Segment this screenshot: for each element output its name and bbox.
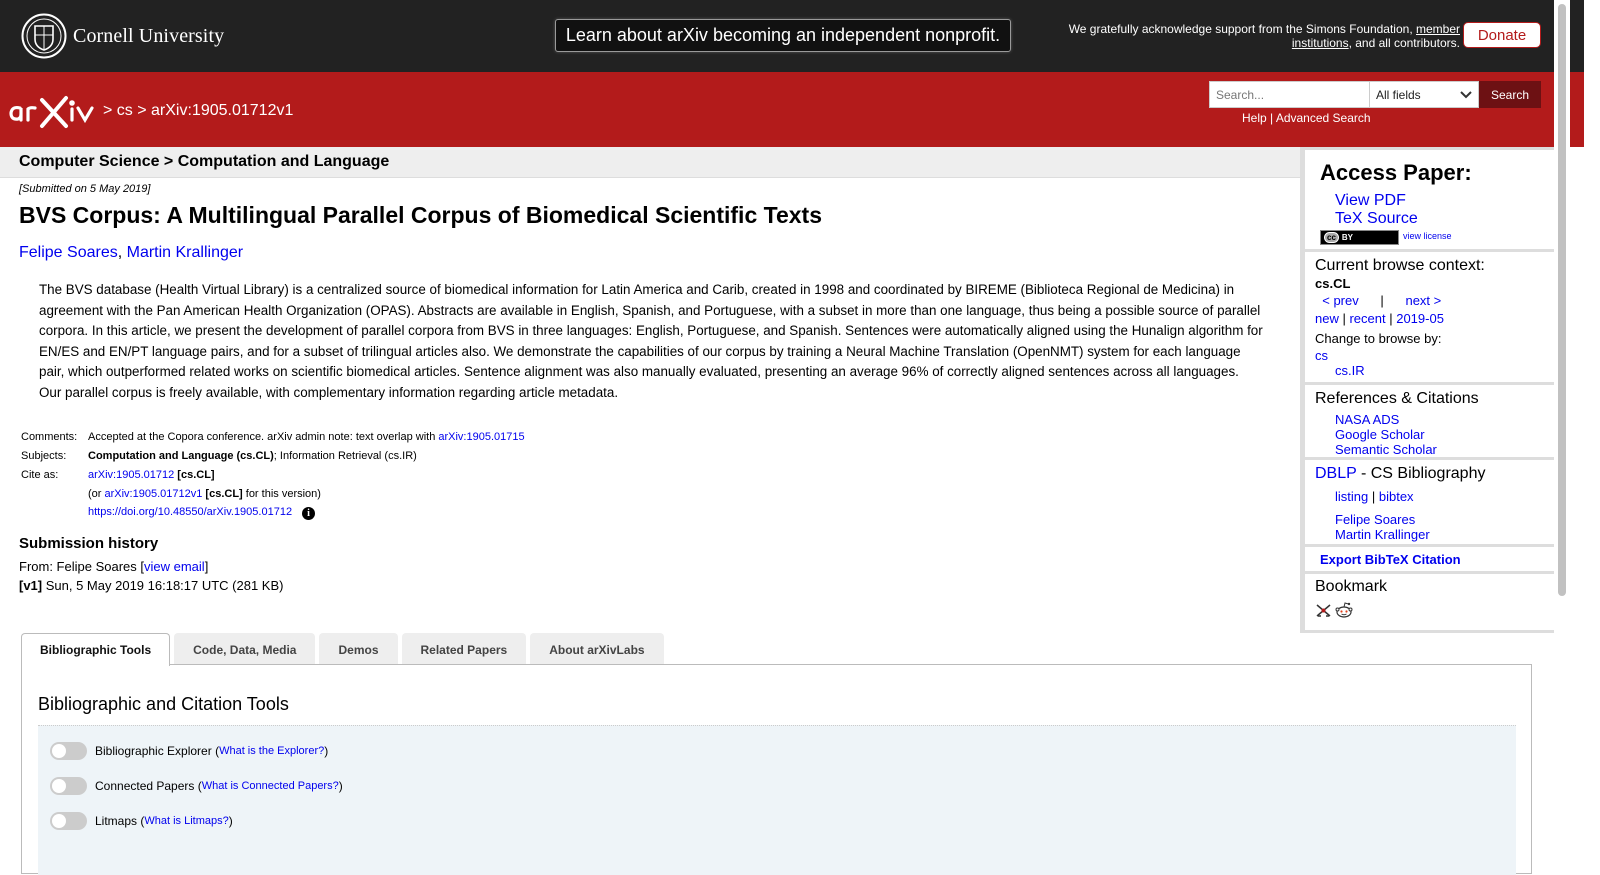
cite-row bbox=[19, 465, 527, 484]
cite-label: Cite as: bbox=[21, 468, 59, 481]
overlap-paper-link[interactable]: arXiv:1905.01715 bbox=[438, 430, 525, 443]
cite-version-suffix: for this version) bbox=[242, 487, 321, 500]
browse-context-box bbox=[1305, 252, 1554, 382]
view-license-link[interactable]: view license bbox=[1403, 231, 1452, 241]
tool-row-connected-papers: Connected Papers ( What is Connected Papers? ) bbox=[50, 777, 343, 795]
prev-link[interactable]: < prev bbox=[1322, 293, 1359, 308]
toggle-knob bbox=[52, 814, 66, 828]
submitter-suffix: ] bbox=[204, 559, 209, 574]
dblp-author-link[interactable]: Martin Krallinger bbox=[1335, 527, 1430, 542]
nasa-ads-link[interactable]: NASA ADS bbox=[1335, 412, 1400, 427]
bookmark-box bbox=[1305, 574, 1554, 630]
cite-version-value bbox=[86, 484, 527, 503]
what-is-litmaps-link[interactable]: What is Litmaps? bbox=[144, 815, 229, 827]
export-bibtex-link[interactable]: Export BibTeX Citation bbox=[1320, 552, 1461, 567]
subjects-label: Subjects: bbox=[21, 449, 67, 462]
author-sep: , bbox=[117, 244, 127, 261]
version-date: Sun, 5 May 2019 16:18:17 UTC (281 KB) bbox=[42, 578, 284, 593]
doi-value bbox=[86, 503, 527, 522]
help-links bbox=[1242, 111, 1371, 125]
institutions-link[interactable]: institutions bbox=[1291, 36, 1349, 50]
comments-row bbox=[19, 427, 527, 446]
tool-row-litmaps: Litmaps ( What is Litmaps? ) bbox=[50, 812, 233, 830]
next-link[interactable]: next > bbox=[1405, 293, 1442, 308]
dblp-link[interactable]: DBLP bbox=[1315, 465, 1357, 482]
toggle-knob bbox=[52, 744, 66, 758]
labs-tab-bar bbox=[21, 633, 668, 665]
tab-bibliographic-tools[interactable]: Bibliographic Tools bbox=[21, 633, 170, 666]
breadcrumb-cs-link[interactable]: cs bbox=[116, 102, 133, 119]
google-scholar-link[interactable]: Google Scholar bbox=[1335, 427, 1425, 442]
listing-sep: | bbox=[1385, 311, 1397, 326]
breadcrumb-paper-id: arXiv:1905.01712v1 bbox=[151, 102, 294, 119]
listing-nav bbox=[1315, 311, 1444, 326]
references-heading: References & Citations bbox=[1315, 390, 1479, 407]
cite-version-cat: [cs.CL] bbox=[202, 487, 243, 500]
author-link[interactable]: Martin Krallinger bbox=[126, 244, 244, 261]
paper-title: BVS Corpus: A Multilingual Parallel Corpus of Biomedical Scientific Texts bbox=[19, 202, 823, 228]
search-button[interactable]: Search bbox=[1479, 81, 1541, 108]
breadcrumb-sep: > bbox=[103, 102, 117, 119]
references-citations-box bbox=[1305, 385, 1554, 457]
support-suffix: , and all contributors. bbox=[1348, 36, 1460, 50]
cite-version-link[interactable]: arXiv:1905.01712v1 bbox=[104, 487, 203, 500]
donate-button[interactable]: Donate bbox=[1463, 22, 1541, 48]
abstract: The BVS database (Health Virtual Library) is a centralized source of biomedical information for Latin America and Carib, created in 1998 and coordinated by BIREME (Biblioteca Regional de Medicina) in agreement with the Pan American Health Organization (OPAS). Abstracts are available in English, Spanish, and Portuguese, with a subset in more than one language, thus being a possible source of parallel corpora. In this article, we present the development of parallel corpora from BVS in three languages: English, Portuguese, and Spanish. Sentences were automatically aligned using the Hunalign algorithm for EN/ES and EN/PT language pairs, and for a subset of trilingual articles also. We demonstrate the capabilities of our corpus by training a Neural Machine Translation (OpenNMT) system for each language pair, which outperformed related works on scientific biomedical articles. Sentence alignment was also manually evaluated, presenting an average 96% of correctly aligned sentences across all languages. Our parallel corpus is freely available, with complementary information regarding article metadata. bbox=[39, 282, 1263, 400]
cite-version-row bbox=[19, 484, 527, 503]
litmaps-toggle[interactable] bbox=[50, 812, 87, 830]
dblp-heading bbox=[1315, 465, 1485, 483]
field-select-value: All fields bbox=[1376, 87, 1421, 102]
author-list bbox=[19, 244, 243, 262]
tab-demos[interactable]: Demos bbox=[319, 633, 397, 665]
browse-context-category: cs.CL bbox=[1315, 276, 1351, 291]
cite-cat: [cs.CL] bbox=[174, 468, 215, 481]
explorer-toggle[interactable] bbox=[50, 742, 87, 760]
arxiv-logo-icon bbox=[8, 90, 102, 130]
access-paper-heading: Access Paper: bbox=[1320, 160, 1472, 185]
bibsonomy-icon[interactable] bbox=[1315, 602, 1332, 619]
comments-text: Accepted at the Copora conference. arXiv admin note: text overlap with bbox=[88, 430, 439, 443]
submitter-text: From: Felipe Soares [ bbox=[19, 559, 144, 574]
what-is-connected-papers-link[interactable]: What is Connected Papers? bbox=[201, 780, 339, 792]
tool-name: Litmaps bbox=[95, 814, 138, 828]
cc-by-license-badge[interactable] bbox=[1320, 230, 1399, 245]
dblp-heading-text: - CS Bibliography bbox=[1356, 465, 1486, 482]
scrollbar-thumb[interactable] bbox=[1558, 4, 1566, 596]
bookmark-heading: Bookmark bbox=[1315, 578, 1388, 595]
search-input[interactable] bbox=[1209, 81, 1369, 108]
help-link[interactable]: Help bbox=[1242, 111, 1267, 125]
dblp-author-link[interactable]: Felipe Soares bbox=[1335, 512, 1416, 527]
what-is-explorer-link[interactable]: What is the Explorer? bbox=[219, 745, 325, 757]
connected-papers-toggle[interactable] bbox=[50, 777, 87, 795]
listing-sep: | bbox=[1338, 311, 1350, 326]
cornell-seal-icon bbox=[21, 13, 67, 59]
prev-next-nav bbox=[1315, 293, 1441, 308]
support-acknowledgement bbox=[1040, 22, 1460, 50]
tab-code-data-media[interactable]: Code, Data, Media bbox=[174, 633, 315, 665]
cc-by-text: BY bbox=[1341, 233, 1354, 242]
dblp-links bbox=[1335, 489, 1414, 504]
tool-row-explorer: Bibliographic Explorer ( What is the Explorer? ) bbox=[50, 742, 328, 760]
browse-context-heading: Current browse context: bbox=[1315, 257, 1485, 274]
submission-dateline: [Submitted on 5 May 2019] bbox=[19, 183, 151, 195]
dblp-sep: | bbox=[1368, 489, 1379, 504]
tab-about-arxivlabs[interactable]: About arXivLabs bbox=[530, 633, 663, 665]
primary-subject: Computation and Language (cs.CL) bbox=[88, 449, 274, 462]
page-scrollbar[interactable] bbox=[1554, 0, 1570, 861]
toggle-knob bbox=[52, 779, 66, 793]
nonprofit-announcement-link[interactable]: Learn about arXiv becoming an independent nonprofit. bbox=[555, 19, 1011, 52]
dblp-listing-link[interactable]: listing bbox=[1335, 489, 1369, 504]
cornell-name: Cornell University bbox=[73, 24, 225, 47]
tool-name: Connected Papers bbox=[95, 779, 195, 793]
month-link[interactable]: 2019-05 bbox=[1396, 311, 1444, 326]
version-entry bbox=[19, 578, 283, 593]
submitter-line bbox=[19, 559, 208, 574]
view-pdf-link[interactable]: View PDF bbox=[1335, 192, 1406, 209]
semantic-scholar-link[interactable]: Semantic Scholar bbox=[1335, 442, 1437, 457]
tex-source-link[interactable]: TeX Source bbox=[1335, 210, 1418, 227]
secondary-subjects: ; Information Retrieval (cs.IR) bbox=[273, 449, 417, 462]
access-paper-box bbox=[1305, 150, 1554, 249]
subjects-row bbox=[19, 446, 527, 465]
submission-history-heading: Submission history bbox=[19, 535, 159, 552]
institution-banner bbox=[0, 0, 1584, 72]
tool-name: Bibliographic Explorer bbox=[95, 744, 212, 758]
subject-header: Computer Science > Computation and Language bbox=[0, 147, 1300, 178]
author-link[interactable]: Felipe Soares bbox=[19, 244, 118, 261]
chevron-down-icon bbox=[1460, 91, 1472, 99]
panel-heading: Bibliographic and Citation Tools bbox=[38, 694, 289, 714]
browse-cs-link[interactable]: cs bbox=[1315, 348, 1328, 363]
reddit-icon[interactable] bbox=[1335, 601, 1353, 619]
recent-link[interactable]: recent bbox=[1349, 311, 1386, 326]
advanced-search-link[interactable]: Advanced Search bbox=[1275, 111, 1371, 125]
doi-row bbox=[19, 503, 527, 522]
cite-value bbox=[86, 465, 527, 484]
bibliographic-tools-panel bbox=[21, 664, 1532, 874]
info-icon[interactable]: i bbox=[302, 507, 315, 520]
tools-list bbox=[38, 725, 1516, 875]
search-field-select[interactable] bbox=[1369, 81, 1479, 108]
extra-services-sidebar bbox=[1300, 147, 1554, 633]
comments-label: Comments: bbox=[21, 430, 78, 443]
subjects-value bbox=[86, 446, 527, 465]
browse-cs-ir-link[interactable]: cs.IR bbox=[1335, 363, 1365, 378]
cornell-logo-link[interactable] bbox=[21, 13, 224, 59]
view-email-link[interactable]: view email bbox=[144, 559, 205, 574]
breadcrumb-sep: > bbox=[132, 102, 152, 119]
help-sep: | bbox=[1266, 111, 1276, 125]
cite-or: (or bbox=[88, 487, 105, 500]
breadcrumb bbox=[103, 102, 293, 120]
version-label: [v1] bbox=[19, 578, 43, 593]
doi-link[interactable]: https://doi.org/10.48550/arXiv.1905.01712 bbox=[88, 505, 293, 518]
new-link[interactable]: new bbox=[1315, 311, 1339, 326]
member-link[interactable]: member bbox=[1415, 22, 1460, 36]
support-text: We gratefully acknowledge support from the Simons Foundation, bbox=[1068, 22, 1416, 36]
tab-related-papers[interactable]: Related Papers bbox=[402, 633, 527, 665]
cite-id-link[interactable]: arXiv:1905.01712 bbox=[88, 468, 175, 481]
comments-value bbox=[86, 427, 527, 446]
nav-pipe: | bbox=[1380, 293, 1384, 308]
dblp-box bbox=[1305, 460, 1554, 544]
arxiv-header bbox=[0, 72, 1584, 147]
cc-icon: cc bbox=[1324, 232, 1339, 243]
metadata-table bbox=[19, 427, 527, 522]
dblp-bibtex-link[interactable]: bibtex bbox=[1378, 489, 1414, 504]
search-form bbox=[1209, 81, 1541, 108]
change-browse-label: Change to browse by: bbox=[1315, 331, 1442, 346]
export-bibtex-box bbox=[1305, 547, 1554, 571]
